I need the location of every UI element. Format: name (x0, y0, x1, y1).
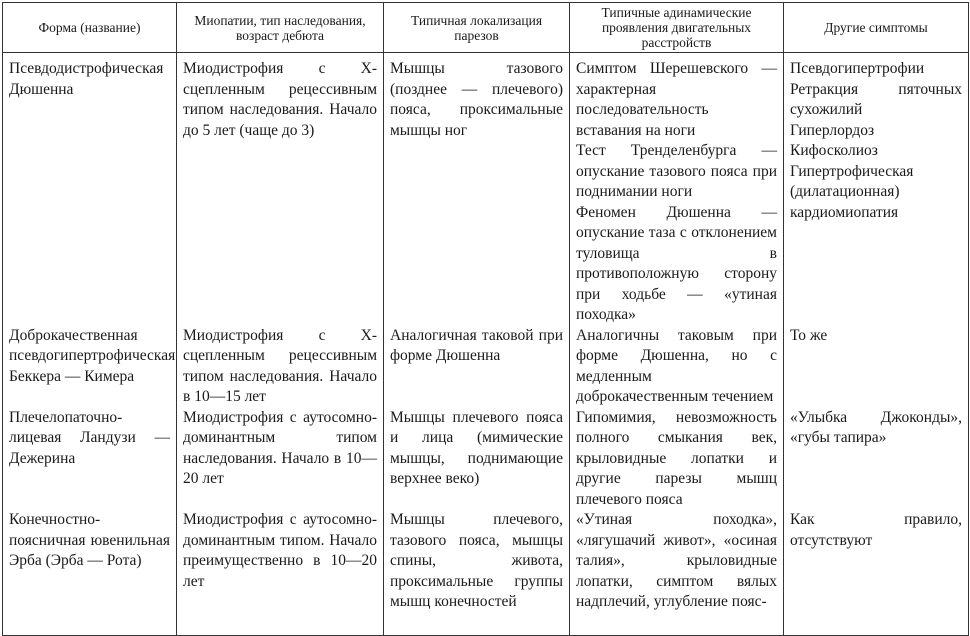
cell-adynamic (570, 408, 784, 511)
cell-adynamic (570, 326, 784, 408)
localization-text: Мышцы тазового (позднее — плечевого) пояса, проксимальные мышцы ног (390, 60, 563, 139)
inheritance-text: Миодистрофия с аутосомно-доминантным типом наследования. Начало в 10—20 лет (183, 408, 377, 487)
symptom-item: То же (790, 326, 828, 344)
adynamic-item: Феномен Дюшенна — опускание таза с отклонением туловища в противоположную сторону при ходьбе — «утиная походка» (576, 203, 777, 323)
cell-inheritance (177, 408, 384, 511)
adynamic-item: «Утиная походка», «лягушачий живот», «осиная талия», крыловидные лопатки, симптом вялых надплечий, углубление пояс- (576, 511, 777, 610)
table-row (3, 510, 969, 635)
myopathy-table (2, 2, 969, 636)
symptom-item: Кифосколиоз (790, 142, 878, 159)
header-other: Другие симптомы (784, 3, 969, 53)
cell-inheritance (177, 326, 384, 408)
form-name: Плечелопаточно-лицевая Ландузи — Дежерина (9, 408, 170, 467)
symptom-item: Гиперлордоз (790, 121, 875, 139)
cell-adynamic (570, 53, 784, 326)
cell-form (3, 408, 177, 511)
form-name: Доброкачественная псевдогипертрофическая Беккера — Кимера (9, 326, 176, 385)
localization-text: Мышцы плечевого, тазового пояса, мышцы спины, живота, проксимальные группы мышц конечностей (390, 511, 563, 610)
localization-text: Мышцы плечевого пояса и лица (мимические мышцы, поднимающие верхнее веко) (390, 408, 563, 487)
symptom-item: Ретракция пяточных сухожилий (790, 80, 962, 118)
cell-form (3, 326, 177, 408)
cell-other (784, 408, 969, 511)
header-form: Форма (название) (3, 3, 177, 53)
symptom-item: Псевдогипертрофии (790, 60, 925, 77)
header-row (3, 3, 969, 53)
form-name: Конечностно-поясничная ювенильная Эрба (Эрба — Рота) (9, 511, 170, 569)
cell-inheritance (177, 53, 384, 326)
header-adynamic: Типичные адинамические проявления двигательных расстройств (570, 3, 784, 53)
table-row (3, 408, 969, 511)
localization-text: Аналогичная таковой при форме Дюшенна (390, 326, 563, 364)
cell-form (3, 510, 177, 635)
inheritance-text: Миодистрофия с аутосомно-доминантным типом. Начало преимущественно в 10—20 лет (183, 511, 377, 590)
adynamic-item: Симптом Шерешевского — характерная последовательность вставания на ноги (576, 60, 777, 139)
header-localization: Типичная локализация парезов (384, 3, 570, 53)
cell-other (784, 326, 969, 408)
table-row (3, 53, 969, 326)
symptom-item: Гипертрофическая (дилатационная) кардиомиопатия (790, 162, 914, 221)
symptom-item: Как правило, отсутствуют (790, 511, 962, 549)
adynamic-item: Тест Тренделенбурга — опускание тазового пояса при поднимании ноги (576, 142, 777, 200)
cell-localization (384, 510, 570, 635)
inheritance-text: Миодистрофия с Х-сцепленным рецессивным типом наследования. Начало в 10—15 лет (183, 326, 377, 405)
cell-localization (384, 408, 570, 511)
form-name: Псевдодистрофическая Дюшенна (9, 60, 164, 98)
cell-form (3, 53, 177, 326)
adynamic-item: Аналогичны таковым при форме Дюшенна, но с медленным доброкачественным течением (576, 326, 777, 405)
symptom-item: «Улыбка Джоконды», «губы тапира» (790, 408, 962, 446)
cell-other (784, 53, 969, 326)
cell-other (784, 510, 969, 635)
cell-inheritance (177, 510, 384, 635)
adynamic-item: Гипомимия, невозможность полного смыкания век, крыловидные лопатки и другие парезы мышц плечевого пояса (576, 408, 777, 508)
table-row (3, 326, 969, 408)
cell-localization (384, 326, 570, 408)
cell-adynamic (570, 510, 784, 635)
header-inheritance: Миопатии, тип наследования, возраст дебюта (177, 3, 384, 53)
cell-localization (384, 53, 570, 326)
inheritance-text: Миодистрофия с Х-сцепленным рецессивным типом наследования. Начало до 5 лет (чаще до 3) (183, 60, 377, 139)
